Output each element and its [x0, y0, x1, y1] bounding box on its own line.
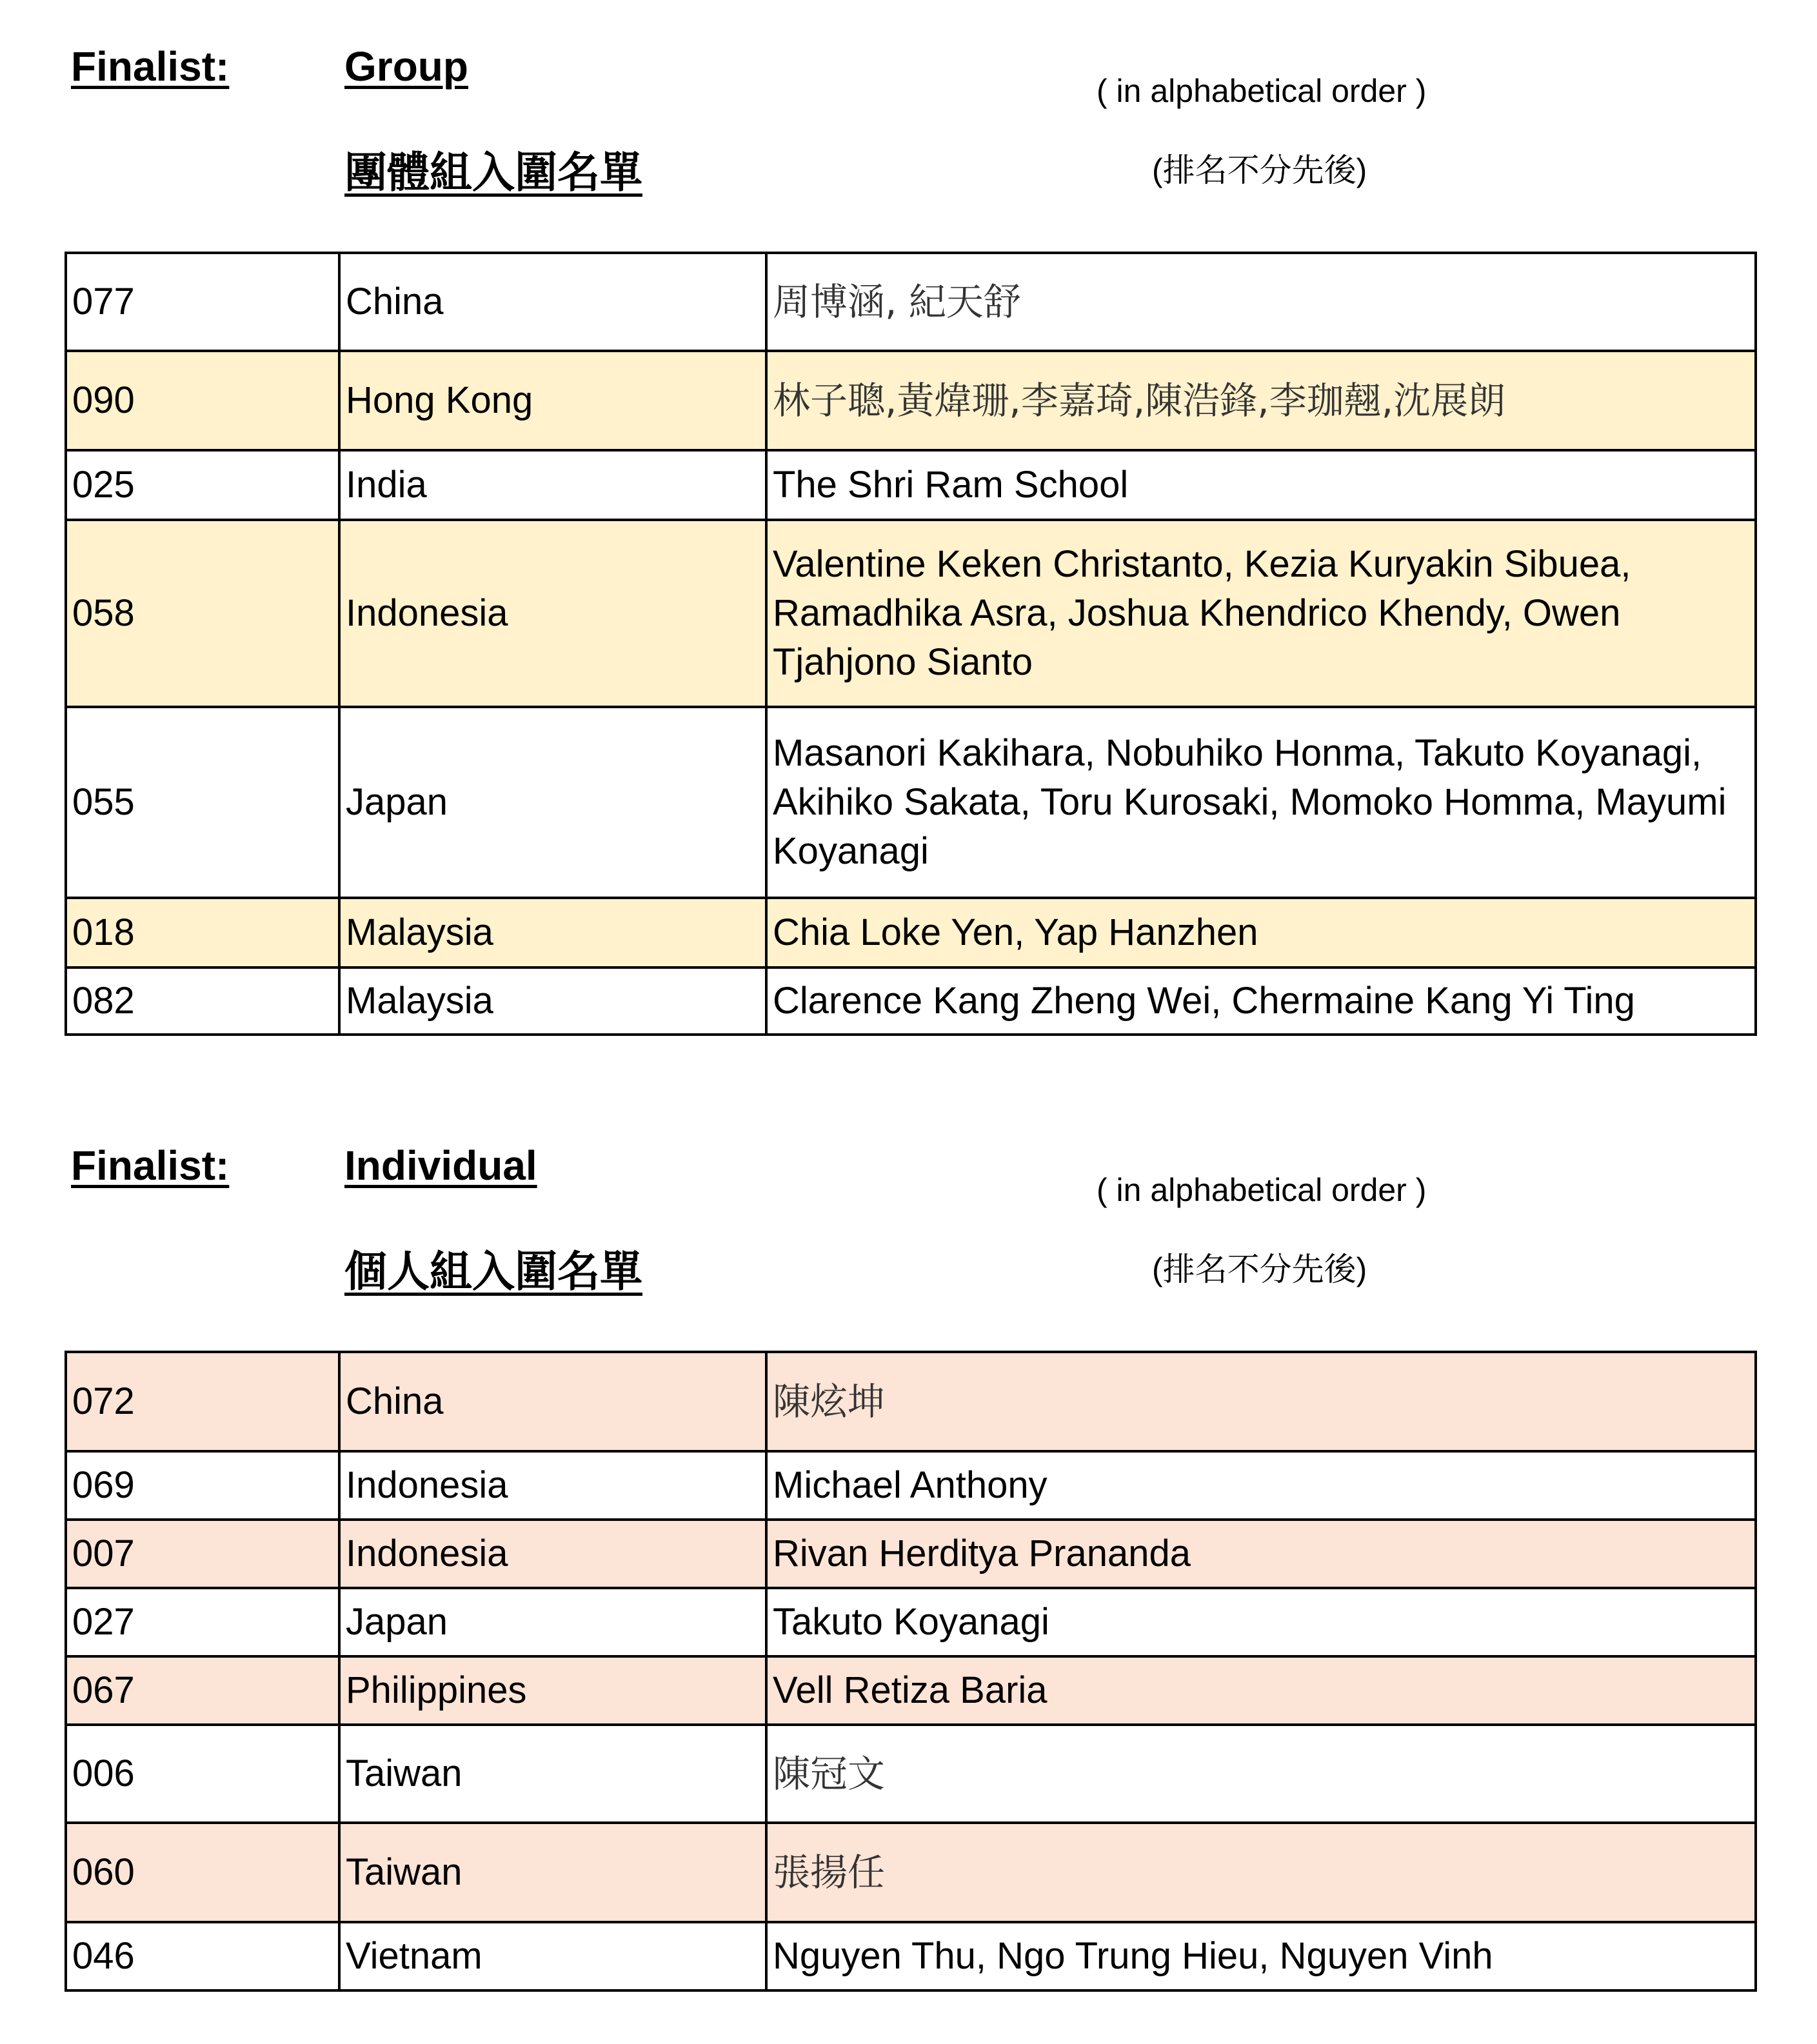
entry-country: Indonesia: [339, 1520, 766, 1588]
table-row: [66, 1922, 1756, 1990]
table-row: [66, 351, 1756, 450]
entry-id: 067: [66, 1656, 339, 1725]
entry-id: 077: [66, 253, 339, 351]
individual-order-note: ( in alphabetical order ): [1097, 1172, 1427, 1208]
table-row: [66, 450, 1756, 520]
entry-members: 周博涵, 紀天舒: [766, 253, 1756, 351]
entry-members: Michael Anthony: [766, 1451, 1756, 1520]
entry-country: China: [339, 253, 766, 351]
individual-finalist-table: [65, 1351, 1757, 1992]
entry-members: Clarence Kang Zheng Wei, Chermaine Kang Yi Ting: [766, 967, 1756, 1035]
group-finalist-label: Finalist:: [71, 43, 230, 90]
entry-id: 018: [66, 898, 339, 967]
group-order-note-zh: (排名不分先後): [1152, 152, 1367, 188]
entry-country: Japan: [339, 1588, 766, 1656]
entry-country: Taiwan: [339, 1725, 766, 1823]
entry-members: Nguyen Thu, Ngo Trung Hieu, Nguyen Vinh: [766, 1922, 1756, 1990]
entry-members: Valentine Keken Christanto, Kezia Kuryakin Sibuea, Ramadhika Asra, Joshua Khendrico Khendy, Owen Tjahjono Sianto: [766, 520, 1756, 707]
group-category-title-zh: 團體組入圍名單: [344, 148, 642, 197]
entry-members: 陳炫坤: [766, 1352, 1756, 1451]
entry-id: 090: [66, 351, 339, 450]
entry-country: Japan: [339, 707, 766, 898]
entry-id: 027: [66, 1588, 339, 1656]
entry-id: 082: [66, 967, 339, 1035]
entry-id: 072: [66, 1352, 339, 1451]
entry-country: China: [339, 1352, 766, 1451]
entry-id: 006: [66, 1725, 339, 1823]
table-row: [66, 1725, 1756, 1823]
entry-id: 007: [66, 1520, 339, 1588]
entry-country: Indonesia: [339, 520, 766, 707]
group-order-note: ( in alphabetical order ): [1097, 73, 1427, 109]
table-row: [66, 1588, 1756, 1656]
entry-id: 069: [66, 1451, 339, 1520]
table-row: [66, 1352, 1756, 1451]
individual-order-note-zh: (排名不分先後): [1152, 1251, 1367, 1287]
entry-id: 046: [66, 1922, 339, 1990]
table-row: [66, 1520, 1756, 1588]
table-row: [66, 520, 1756, 707]
entry-members: Vell Retiza Baria: [766, 1656, 1756, 1725]
entry-members: Rivan Herditya Prananda: [766, 1520, 1756, 1588]
entry-id: 055: [66, 707, 339, 898]
entry-id: 025: [66, 450, 339, 520]
entry-country: Hong Kong: [339, 351, 766, 450]
table-row: [66, 253, 1756, 351]
entry-country: Malaysia: [339, 898, 766, 967]
entry-members: Chia Loke Yen, Yap Hanzhen: [766, 898, 1756, 967]
entry-members: 張揚任: [766, 1823, 1756, 1922]
entry-members: Masanori Kakihara, Nobuhiko Honma, Takuto Koyanagi, Akihiko Sakata, Toru Kurosaki, Momoko Homma, Mayumi Koyanagi: [766, 707, 1756, 898]
entry-members: Takuto Koyanagi: [766, 1588, 1756, 1656]
entry-id: 058: [66, 520, 339, 707]
individual-category-title-zh: 個人組入圍名單: [344, 1247, 642, 1296]
entry-country: Indonesia: [339, 1451, 766, 1520]
entry-id: 060: [66, 1823, 339, 1922]
table-row: [66, 967, 1756, 1035]
individual-finalist-label: Finalist:: [71, 1142, 230, 1189]
individual-section-header: [0, 1142, 1817, 1335]
entry-country: Malaysia: [339, 967, 766, 1035]
entry-members: 林子聰,黃煒珊,李嘉琦,陳浩鋒,李珈翹,沈展朗: [766, 351, 1756, 450]
table-row: [66, 1823, 1756, 1922]
entry-members: The Shri Ram School: [766, 450, 1756, 520]
entry-country: Taiwan: [339, 1823, 766, 1922]
group-section-header: [0, 43, 1817, 236]
table-row: [66, 1451, 1756, 1520]
table-row: [66, 1656, 1756, 1725]
entry-country: Philippines: [339, 1656, 766, 1725]
group-finalist-table: [65, 252, 1757, 1036]
entry-country: Vietnam: [339, 1922, 766, 1990]
individual-category-title: Individual: [344, 1142, 537, 1189]
entry-members: 陳冠文: [766, 1725, 1756, 1823]
entry-country: India: [339, 450, 766, 520]
group-category-title: Group: [344, 43, 468, 90]
table-row: [66, 898, 1756, 967]
table-row: [66, 707, 1756, 898]
